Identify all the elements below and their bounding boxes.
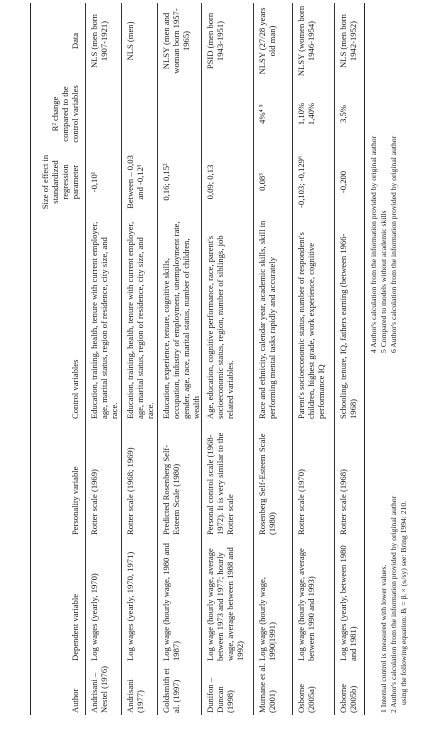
cell-controls: Parent's socioeconomic status, number of respondent's children, highest grade, work experience, cognitive performance IQ [296,232,326,419]
cell-personality: Rotter scale (1968) [338,469,348,535]
cell-personality: Rotter scale (1970) [296,469,306,535]
table-top-rule [30,3,31,715]
cell-data: NLSY (27/28 years old man) [257,7,277,75]
cell-author: Andrisani (1977) [125,679,145,713]
cell-data: PSID (men born 1943-1951) [205,12,225,70]
row-rule [292,3,293,715]
cell-data: NLS (men born 1907-1921) [89,14,109,68]
cell-dependent: Log wages (yearly, 1970, 1971) [125,551,135,661]
row-rule [334,3,335,715]
cell-controls: Education, training, health, tenure with current employer, age, marital status, region of residence, city size, and race. [89,221,119,419]
cell-dependent: Log wages (yearly, between 1980 and 1981) [338,545,358,661]
cell-r2: 1,10% 1,40% [296,102,316,126]
footnote-4: 4 Author's calculation from the information provided by original author [369,135,378,353]
row-rule [201,3,202,715]
cell-data: NLSY (men and woman born 1957-1965) [161,8,191,74]
footnote-2-continued: using the following equation: Bᵢ = βᵢ × (sᵢ/sy) see: Bring 1994: 210. [399,500,408,705]
cell-controls: Schooling, tenure, IQ, fathers earning (between 1966-1968) [338,233,358,419]
cell-dependent: Log wage (hourly wage, 1990|1991) [257,577,277,661]
row-rule [121,3,122,715]
cell-personality: Rotter scale (1969) [89,469,99,535]
cell-effect: 0,09; 0,13 [205,164,215,200]
cell-controls: Age, education, cognitive performance, race, parent's socioeconomic status, region, number of siblings, job related variables. [205,235,235,419]
cell-effect: 0,16; 0,15² [161,163,171,201]
cell-personality: Rotter scale (1968; 1969) [125,447,135,535]
header-dependent-variable: Dependent variable [70,593,80,661]
cell-effect: 0,08³ [257,173,267,191]
cell-dependent: Log wages (yearly, 1970) [89,573,99,661]
header-r2-change: R² change compared to the control variables [50,85,80,143]
cell-controls: Education, training, health, tenure with current employer, age, marital status, region of residence, city size, and race. [125,221,155,419]
cell-effect: Between – 0,03 and -0,12¹ [125,155,145,209]
cell-data: NLS (men born 1942-1952) [338,14,358,68]
cell-dependent: Log wage (hourly wage, 1980 and 1987) [161,543,181,661]
table-bottom-rule [364,3,365,715]
header-data: Data [70,32,80,50]
cell-effect: -0,103; -0,129⁶ [296,156,306,208]
footnote-1: 1 Internal control is measured with lower values. [379,564,388,713]
header-rule [85,3,86,715]
footnote-2: 2 Author's calculation from the information provided by original author [389,495,398,713]
cell-author: Osborne (2005a) [296,683,316,713]
row-rule [157,3,158,715]
cell-dependent: Log wage (hourly wage, average between 1990 and 1993) [296,548,316,661]
cell-author: Dunifon – Duncan (1998) [205,677,235,713]
cell-effect: -0,200 [338,170,348,194]
cell-effect: -0,10¹ [89,171,99,193]
footnote-5: 5 Compared to models without academic skills [379,210,388,353]
cell-author: Goldsmith et al. (1997) [161,668,181,713]
cell-data: NLSY (women born 1946-1954) [296,5,316,77]
header-personality-variable: Personality variable [70,466,80,535]
cell-personality: Predicted Rosenberg Self-Esteem Scale (1980) [161,444,181,535]
cell-author: Andrisani – Nestel (1976) [89,665,109,713]
header-control-variables: Control variables [70,359,80,419]
cell-dependent: Log wage (hourly wage, average between 1973 and 1977; hourly wage, average between 1988 and 1992) [205,547,245,661]
cell-controls: Education, experience, tenure, cognitive skills, occupation, industry of employment, unemployment rate, gender, age, race, marital status, number of children, wealth [161,221,201,419]
cell-r2: 4%⁴ ⁵ [257,104,267,124]
row-rule [253,3,254,715]
cell-personality: Rosenberg Self-Esteem Scale (1980) [257,433,277,535]
cell-author: Murnane et al. (2001) [257,663,277,713]
cell-personality: Personal control scale (1968-1972). It is very similar to the Rotter scale [205,432,235,535]
header-size-of-effect: Size of effect in standardized regression parameter [40,154,80,210]
footnote-6: 6 Author's calculation from the information provided by original author [389,135,398,353]
cell-data: NLS (men) [125,21,135,61]
cell-controls: Race and ethnicity, calendar year, academic skills, skill in performing mental tasks rapidly and accurately [257,220,277,419]
header-author: Author [70,688,80,713]
cell-r2: 3,5% [338,105,348,123]
cell-author: Osborne (2005b) [338,683,358,713]
